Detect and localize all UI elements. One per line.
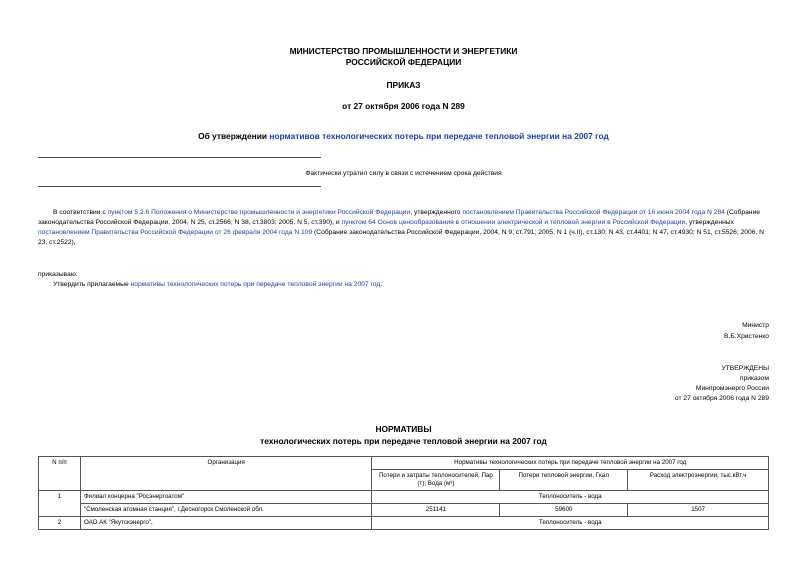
document-title [0,131,807,142]
title-prefix: Об утверждении [198,131,270,141]
approve-end: . [380,281,383,288]
ministry-line-2: РОССИЙСКОЙ ФЕДЕРАЦИИ [345,57,462,67]
approve-text: Утвердить прилагаемые [53,281,131,288]
preamble-text-4: , утвержденных [685,219,734,226]
status-note: Фактически утратил силу в связи с истечением срока действия [305,170,502,177]
table-row [39,491,769,504]
row-number: 1 [39,491,81,517]
row-organization: ОАО АК "Якутскэнерго", [80,517,372,530]
approved-line-1: УТВЕРЖДЕНЫ [721,365,769,372]
table-row [39,517,769,530]
col-header-organization: Организация [80,457,372,491]
col-header-losses-carriers: Потери и затраты теплоносителей, Пар (т); Вода (м³) [372,470,500,491]
divider-bottom [38,186,321,187]
row-number: 2 [39,517,81,530]
preamble-paragraph [38,208,769,248]
title-link[interactable]: нормативов технологических потерь при передаче тепловой энергии на 2007 год [269,131,609,141]
row-organization: Филиал концерна "Росэнергоатом" [80,491,372,504]
link-resolution-284[interactable]: постановлением Правительства Российской Федерации от 16 июня 2004 года N 284 [462,209,725,216]
order-heading: ПРИКАЗ [386,80,421,90]
table-header-row [39,457,769,470]
link-resolution-109[interactable]: постановлением Правительства Российской Федерации от 26 февраля 2004 года N 109 [38,229,313,236]
col-header-electricity: Расход электроэнергии, тыс.кВт.ч [628,470,769,491]
signature-name: В.Б.Христенко [724,333,769,340]
ministry-line-1: МИНИСТЕРСТВО ПРОМЫШЛЕННОСТИ И ЭНЕРГЕТИКИ [289,46,518,56]
row-carrier: Теплоноситель - вода [372,491,769,504]
row-value-losses-carriers: 251141 [372,504,500,517]
col-header-heat-losses: Потери тепловой энергии, Гкал [500,470,628,491]
signature-position: Министр [742,322,769,329]
preamble-text-5: (Собрание законодательства Российской Федерации, 2004, N 9, ст.791; 2005, N 1 (ч.II), ст.130; N 43, ст.4401; N 47, ст.4930; N 51, ст.5526; 2006, N 23, ст.2522), [38,229,764,246]
preamble-text-2: , утвержденного [410,209,463,216]
approved-line-2: приказом [739,375,769,382]
row-value-heat-losses: 59600 [500,504,628,517]
approved-line-4: от 27 октября 2006 года N 289 [674,395,769,402]
order-date-number: от 27 октября 2006 года N 289 [342,101,465,111]
preamble-text-1: В соответствии с [53,209,108,216]
row-carrier: Теплоноситель - вода [372,517,769,530]
norms-title: НОРМАТИВЫ [375,424,432,434]
link-pricing-basics-64[interactable]: пунктом 64 Основ ценообразования в отношении электрической и тепловой энергии в Российской Федерации [341,219,686,226]
divider-top [38,157,321,158]
link-regulation-5-2-6[interactable]: пунктом 5.2.6 Положения о Министерстве промышленности и энергетики Российской Федерации [107,209,411,216]
table-row [39,504,769,517]
order-word: приказываю: [38,271,78,278]
norms-subtitle: технологических потерь при передаче тепловой энергии на 2007 год [260,436,547,446]
link-norms[interactable]: нормативы технологических потерь при передаче тепловой энергии на 2007 год [130,281,381,288]
preamble-text-3: (Собрание законодательства Российской Федерации, 2004, N 25, ст.2566; N 38, ст.3803; 2005, N 5, ст.390), и [38,209,760,226]
col-header-norms-group: Нормативы технологических потерь при передаче тепловой энергии на 2007 год [372,457,769,470]
row-organization-sub: "Смоленская атомная станция", г.Десногорск Смоленской обл. [80,504,372,517]
row-value-electricity: 1507 [628,504,769,517]
approved-line-3: Минпромэнерго России [695,385,769,392]
approve-paragraph [53,280,769,290]
norms-table [38,456,769,530]
col-header-number: N п/п [39,457,81,491]
